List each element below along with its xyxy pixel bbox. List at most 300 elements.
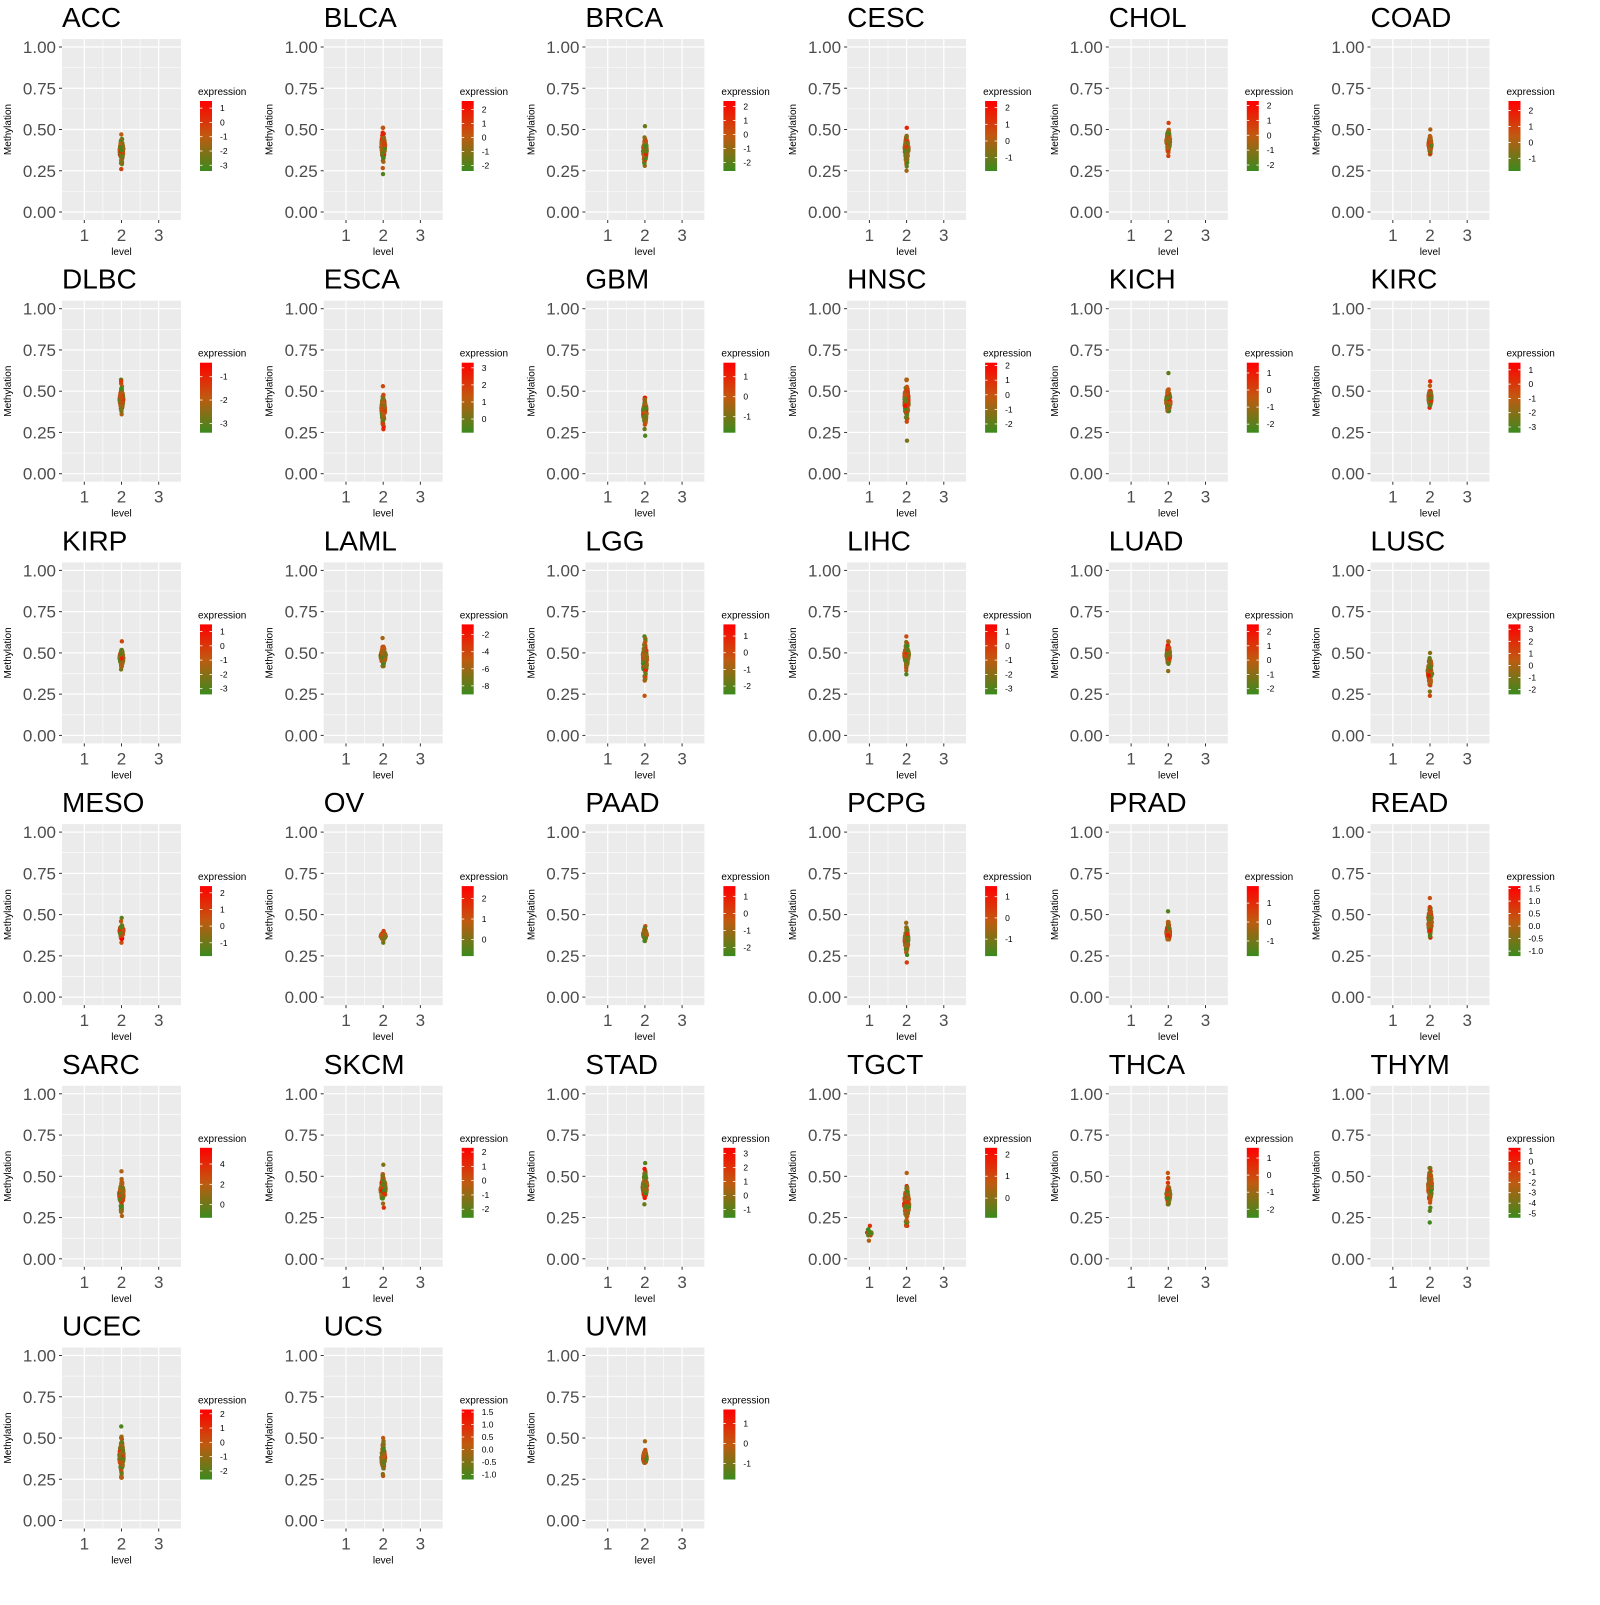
legend-tick-label: 1.0 <box>1529 896 1541 906</box>
data-point <box>1166 645 1170 649</box>
legend-title: expression <box>983 87 1031 98</box>
y-tick-label: 0.50 <box>285 382 318 401</box>
legend-tick-label: 0 <box>482 414 487 424</box>
data-point <box>1428 665 1432 669</box>
legend-tick-label: 1 <box>482 914 487 924</box>
y-tick-label: 0.25 <box>23 685 56 704</box>
data-point <box>381 646 385 650</box>
y-tick-label: 0.25 <box>285 947 318 966</box>
legend-title: expression <box>1507 87 1555 98</box>
legend-tick-label: -2 <box>1529 685 1537 695</box>
data-point <box>1429 396 1433 400</box>
legend-tick-label: -1 <box>1005 934 1013 944</box>
panel-title: KIRC <box>1371 264 1438 295</box>
legend-tick-label: 2 <box>220 888 225 898</box>
data-point <box>1428 403 1432 407</box>
legend-tick-label: -3 <box>220 160 228 170</box>
data-point <box>120 664 124 668</box>
x-axis-title: level <box>373 770 394 781</box>
legend-tick-label: 1 <box>743 1176 748 1186</box>
legend-tick-label: 2 <box>482 893 487 903</box>
data-point <box>1428 391 1432 395</box>
y-axis-title: Methylation <box>1050 627 1061 678</box>
legend-tick-label: 1 <box>1005 375 1010 385</box>
data-point <box>1428 127 1432 131</box>
x-tick-label: 1 <box>1126 1011 1135 1030</box>
y-tick-label: 0.25 <box>23 423 56 442</box>
data-point <box>903 944 907 948</box>
x-tick-label: 3 <box>1462 1011 1471 1030</box>
y-axis-title: Methylation <box>1312 104 1323 155</box>
legend-title: expression <box>983 872 1031 883</box>
data-point <box>1428 689 1432 693</box>
colorbar <box>985 624 997 694</box>
data-point <box>1166 121 1170 125</box>
x-tick-label: 3 <box>154 1273 163 1292</box>
legend-title: expression <box>983 610 1031 621</box>
x-tick-label: 2 <box>902 226 911 245</box>
legend-tick-label: -1 <box>743 412 751 422</box>
legend-tick-label: 1 <box>1005 627 1010 637</box>
y-axis-title: Methylation <box>1312 627 1323 678</box>
colorbar <box>723 1148 735 1218</box>
legend <box>1507 349 1555 433</box>
y-tick-label: 1.00 <box>546 300 579 319</box>
legend-tick-label: 0 <box>1267 655 1272 665</box>
panel-title: KICH <box>1109 264 1176 295</box>
colorbar <box>200 1148 212 1218</box>
y-tick-label: 0.00 <box>285 203 318 222</box>
x-tick-label: 1 <box>1126 226 1135 245</box>
y-tick-label: 1.00 <box>1331 38 1364 57</box>
legend-tick-label: -1 <box>1267 936 1275 946</box>
legend-tick-label: -1 <box>1267 145 1275 155</box>
data-point <box>1166 406 1170 410</box>
y-tick-label: 0.25 <box>808 162 841 181</box>
legend-tick-label: 2 <box>482 380 487 390</box>
y-tick-label: 0.50 <box>23 906 56 925</box>
legend <box>721 87 769 171</box>
data-point <box>381 412 385 416</box>
y-axis-title: Methylation <box>265 889 276 940</box>
data-point <box>1166 395 1170 399</box>
x-tick-label: 2 <box>378 488 387 507</box>
panel-title: SKCM <box>324 1049 405 1080</box>
y-tick-label: 0.75 <box>1331 864 1364 883</box>
legend-tick-label: 1 <box>743 891 748 901</box>
y-tick-label: 0.50 <box>1070 906 1103 925</box>
x-tick-label: 1 <box>80 1273 89 1292</box>
y-tick-label: 0.00 <box>546 203 579 222</box>
data-point <box>642 1202 646 1206</box>
legend-tick-label: 4 <box>220 1159 225 1169</box>
legend-tick-label: 2 <box>1529 106 1534 116</box>
y-tick-label: 1.00 <box>808 823 841 842</box>
y-axis-title: Methylation <box>1312 889 1323 940</box>
x-tick-label: 2 <box>902 488 911 507</box>
legend-tick-label: -1 <box>220 938 228 948</box>
y-tick-label: 0.50 <box>546 906 579 925</box>
data-point <box>1166 933 1170 937</box>
data-point <box>905 439 909 443</box>
data-point <box>904 415 908 419</box>
legend <box>1507 610 1555 694</box>
y-tick-label: 0.50 <box>808 382 841 401</box>
y-tick-label: 0.00 <box>23 1250 56 1269</box>
legend-tick-label: -1 <box>1005 655 1013 665</box>
x-tick-label: 1 <box>865 226 874 245</box>
x-axis-title: level <box>1420 770 1441 781</box>
data-point <box>641 653 645 657</box>
data-point <box>1167 926 1171 930</box>
legend-tick-label: -2 <box>220 669 228 679</box>
x-tick-label: 3 <box>416 1273 425 1292</box>
colorbar <box>462 363 474 433</box>
legend-tick-label: -1 <box>1267 402 1275 412</box>
panel-stad <box>526 1049 769 1305</box>
panel-prad <box>1050 787 1293 1043</box>
y-tick-label: 0.50 <box>808 1167 841 1186</box>
legend-tick-label: 0 <box>1267 385 1272 395</box>
colorbar <box>1247 624 1259 694</box>
x-axis-title: level <box>1158 247 1179 258</box>
legend-tick-label: -2 <box>482 160 490 170</box>
panel-acc <box>3 2 246 258</box>
x-axis-title: level <box>111 509 132 520</box>
data-point <box>381 126 385 130</box>
colorbar <box>1509 886 1521 956</box>
legend-title: expression <box>198 349 246 360</box>
y-tick-label: 0.25 <box>1331 685 1364 704</box>
colorbar <box>985 101 997 171</box>
x-tick-label: 2 <box>1425 226 1434 245</box>
data-point <box>905 377 909 381</box>
panel-title: SARC <box>62 1049 140 1080</box>
data-point <box>904 668 908 672</box>
y-tick-label: 0.50 <box>23 382 56 401</box>
y-tick-label: 0.00 <box>285 465 318 484</box>
legend-tick-label: -3 <box>1529 422 1537 432</box>
legend <box>983 872 1031 956</box>
legend <box>721 1134 769 1218</box>
legend <box>198 1134 246 1218</box>
legend-tick-label: -6 <box>482 664 490 674</box>
y-tick-label: 0.50 <box>1331 382 1364 401</box>
x-tick-label: 1 <box>341 226 350 245</box>
x-tick-label: 3 <box>677 1011 686 1030</box>
y-tick-label: 0.25 <box>285 1209 318 1228</box>
y-axis-title: Methylation <box>3 104 14 155</box>
data-point <box>905 648 909 652</box>
data-point <box>119 409 123 413</box>
legend <box>1507 872 1555 956</box>
y-tick-label: 0.25 <box>23 1209 56 1228</box>
y-axis-title: Methylation <box>265 627 276 678</box>
colorbar <box>200 886 212 956</box>
x-axis-title: level <box>373 1294 394 1305</box>
legend-tick-label: 1.5 <box>1529 884 1541 894</box>
panel-cesc <box>788 2 1031 258</box>
y-tick-label: 0.25 <box>808 685 841 704</box>
colorbar <box>462 1148 474 1218</box>
legend-tick-label: -2 <box>482 630 490 640</box>
y-tick-label: 0.00 <box>285 1250 318 1269</box>
panel-title: PRAD <box>1109 787 1187 818</box>
y-tick-label: 0.50 <box>1070 121 1103 140</box>
legend-tick-label: 0 <box>1529 660 1534 670</box>
data-point <box>381 131 385 135</box>
data-point <box>1428 384 1432 388</box>
y-tick-label: 0.00 <box>1331 465 1364 484</box>
x-tick-label: 1 <box>1126 749 1135 768</box>
x-tick-label: 2 <box>378 226 387 245</box>
legend-tick-label: -1 <box>1005 153 1013 163</box>
x-tick-label: 2 <box>640 1273 649 1292</box>
data-point <box>641 149 645 153</box>
data-point <box>120 650 124 654</box>
x-tick-label: 3 <box>154 1011 163 1030</box>
panel-read <box>1312 787 1555 1043</box>
x-axis-title: level <box>896 1294 917 1305</box>
y-tick-label: 0.00 <box>808 726 841 745</box>
data-point <box>642 427 646 431</box>
data-point <box>904 921 908 925</box>
y-tick-label: 0.25 <box>1331 162 1364 181</box>
x-axis-title: level <box>896 509 917 520</box>
legend <box>460 349 508 433</box>
y-axis-title: Methylation <box>788 627 799 678</box>
data-point <box>381 1196 385 1200</box>
x-tick-label: 3 <box>416 226 425 245</box>
data-point <box>904 153 908 157</box>
data-point <box>905 385 909 389</box>
data-point <box>905 419 909 423</box>
legend-tick-label: -1 <box>220 655 228 665</box>
x-tick-label: 1 <box>80 488 89 507</box>
y-tick-label: 1.00 <box>1070 823 1103 842</box>
legend-tick-label: 1 <box>1267 898 1272 908</box>
legend <box>460 1134 508 1218</box>
panel-title: COAD <box>1371 2 1452 33</box>
data-point <box>381 1163 385 1167</box>
y-tick-label: 0.75 <box>23 603 56 622</box>
panel-title: PCPG <box>847 787 926 818</box>
x-axis-title: level <box>1420 509 1441 520</box>
data-point <box>643 402 647 406</box>
y-tick-label: 1.00 <box>1331 561 1364 580</box>
legend-tick-label: -1 <box>482 146 490 156</box>
x-tick-label: 2 <box>117 488 126 507</box>
legend-tick-label: -2 <box>1267 419 1275 429</box>
legend-title: expression <box>721 610 769 621</box>
legend-tick-label: 0.0 <box>1529 921 1541 931</box>
panel-sarc <box>3 1049 246 1305</box>
data-point <box>904 398 908 402</box>
panel-title: LIHC <box>847 525 911 556</box>
legend-tick-label: -3 <box>220 684 228 694</box>
x-tick-label: 2 <box>640 488 649 507</box>
legend-tick-label: 0 <box>743 130 748 140</box>
data-point <box>642 647 646 651</box>
panel-gbm <box>526 264 769 520</box>
data-point <box>381 1201 385 1205</box>
y-tick-label: 1.00 <box>546 38 579 57</box>
legend-tick-label: 2 <box>482 1147 487 1157</box>
legend-title: expression <box>983 349 1031 360</box>
data-point <box>904 672 908 676</box>
colorbar <box>1509 624 1521 694</box>
data-point <box>1165 937 1169 941</box>
y-tick-label: 0.50 <box>23 644 56 663</box>
data-point <box>1428 694 1432 698</box>
legend-tick-label: -2 <box>220 146 228 156</box>
data-point <box>379 933 383 937</box>
x-tick-label: 2 <box>117 1273 126 1292</box>
data-point <box>381 155 385 159</box>
legend <box>983 349 1031 433</box>
data-point <box>382 1205 386 1209</box>
data-point <box>643 1187 647 1191</box>
legend-title: expression <box>198 610 246 621</box>
y-tick-label: 0.50 <box>546 1167 579 1186</box>
panel-dlbc <box>3 264 246 520</box>
colorbar <box>462 101 474 171</box>
x-tick-label: 3 <box>677 1273 686 1292</box>
legend-tick-label: -1 <box>743 925 751 935</box>
panel-title: CESC <box>847 2 925 33</box>
panel-luad <box>1050 525 1293 781</box>
x-tick-label: 3 <box>677 226 686 245</box>
legend-tick-label: 0.5 <box>1529 909 1541 919</box>
x-tick-label: 2 <box>640 749 649 768</box>
data-point <box>642 135 646 139</box>
x-tick-label: 3 <box>939 1011 948 1030</box>
data-point <box>642 414 646 418</box>
y-tick-label: 0.75 <box>285 341 318 360</box>
y-tick-label: 1.00 <box>23 300 56 319</box>
data-point <box>121 1186 125 1190</box>
x-tick-label: 1 <box>603 488 612 507</box>
legend-tick-label: -8 <box>482 681 490 691</box>
y-tick-label: 0.75 <box>285 79 318 98</box>
legend-title: expression <box>721 349 769 360</box>
y-tick-label: 1.00 <box>808 300 841 319</box>
data-point <box>867 1238 871 1242</box>
x-axis-title: level <box>373 247 394 258</box>
legend-tick-label: 3 <box>743 1148 748 1158</box>
panel-title: DLBC <box>62 264 137 295</box>
legend <box>1507 87 1555 171</box>
data-point <box>1429 144 1433 148</box>
data-point <box>1427 923 1431 927</box>
legend-tick-label: 1 <box>482 397 487 407</box>
data-point <box>382 1192 386 1196</box>
y-tick-label: 0.00 <box>23 203 56 222</box>
y-axis-title: Methylation <box>1050 104 1061 155</box>
legend-tick-label: -1 <box>743 664 751 674</box>
data-point <box>1428 911 1432 915</box>
data-point <box>381 172 385 176</box>
panel-kirp <box>3 525 246 781</box>
legend-tick-label: 1 <box>220 627 225 637</box>
x-tick-label: 3 <box>939 1273 948 1292</box>
y-tick-label: 0.75 <box>285 603 318 622</box>
panel-skcm <box>265 1049 508 1305</box>
data-point <box>119 167 123 171</box>
legend-tick-label: 0 <box>743 1190 748 1200</box>
legend-tick-label: -2 <box>482 1204 490 1214</box>
data-point <box>1428 379 1432 383</box>
x-axis-title: level <box>111 1032 132 1043</box>
y-axis-title: Methylation <box>788 1151 799 1202</box>
legend-tick-label: 1 <box>220 904 225 914</box>
y-tick-label: 0.00 <box>546 465 579 484</box>
legend-tick-label: 0 <box>220 641 225 651</box>
y-tick-label: 0.75 <box>546 864 579 883</box>
y-axis-title: Methylation <box>265 104 276 155</box>
x-tick-label: 1 <box>603 1273 612 1292</box>
y-tick-label: 0.50 <box>1331 121 1364 140</box>
legend-tick-label: -1 <box>1529 153 1537 163</box>
data-point <box>119 132 123 136</box>
legend-tick-label: 0 <box>1005 390 1010 400</box>
legend-title: expression <box>1245 349 1293 360</box>
y-axis-title: Methylation <box>3 627 14 678</box>
y-tick-label: 1.00 <box>808 38 841 57</box>
legend-title: expression <box>721 87 769 98</box>
y-tick-label: 1.00 <box>1070 300 1103 319</box>
data-point <box>1166 662 1170 666</box>
colorbar <box>985 363 997 433</box>
legend-tick-label: 0 <box>220 1200 225 1210</box>
legend-tick-label: 0 <box>1267 917 1272 927</box>
y-tick-label: 0.75 <box>808 79 841 98</box>
panel-title: LGG <box>585 525 644 556</box>
data-point <box>905 953 909 957</box>
x-tick-label: 1 <box>341 488 350 507</box>
x-axis-title: level <box>111 247 132 258</box>
y-tick-label: 0.25 <box>1331 947 1364 966</box>
y-axis-title: Methylation <box>788 889 799 940</box>
y-tick-label: 0.75 <box>1070 341 1103 360</box>
y-tick-label: 0.75 <box>1331 341 1364 360</box>
x-tick-label: 1 <box>1388 1011 1397 1030</box>
legend-tick-label: -1 <box>1267 669 1275 679</box>
legend-title: expression <box>1245 872 1293 883</box>
x-tick-label: 1 <box>865 1011 874 1030</box>
legend-tick-label: -1 <box>743 1204 751 1214</box>
y-tick-label: 0.75 <box>1070 864 1103 883</box>
legend-tick-label: 2 <box>743 102 748 112</box>
y-axis-title: Methylation <box>265 366 276 417</box>
x-tick-label: 2 <box>378 1273 387 1292</box>
y-tick-label: 0.50 <box>285 906 318 925</box>
legend <box>1245 610 1293 694</box>
panel-title: LUAD <box>1109 525 1184 556</box>
data-point <box>119 379 123 383</box>
colorbar <box>1247 886 1259 956</box>
legend-tick-label: 1 <box>1005 119 1010 129</box>
y-tick-label: 0.75 <box>285 864 318 883</box>
colorbar <box>1247 101 1259 171</box>
x-tick-label: 3 <box>154 749 163 768</box>
data-point <box>119 925 123 929</box>
data-point <box>119 656 123 660</box>
y-tick-label: 0.25 <box>808 947 841 966</box>
legend-tick-label: 1 <box>1267 368 1272 378</box>
x-tick-label: 2 <box>902 1011 911 1030</box>
legend-title: expression <box>1507 872 1555 883</box>
